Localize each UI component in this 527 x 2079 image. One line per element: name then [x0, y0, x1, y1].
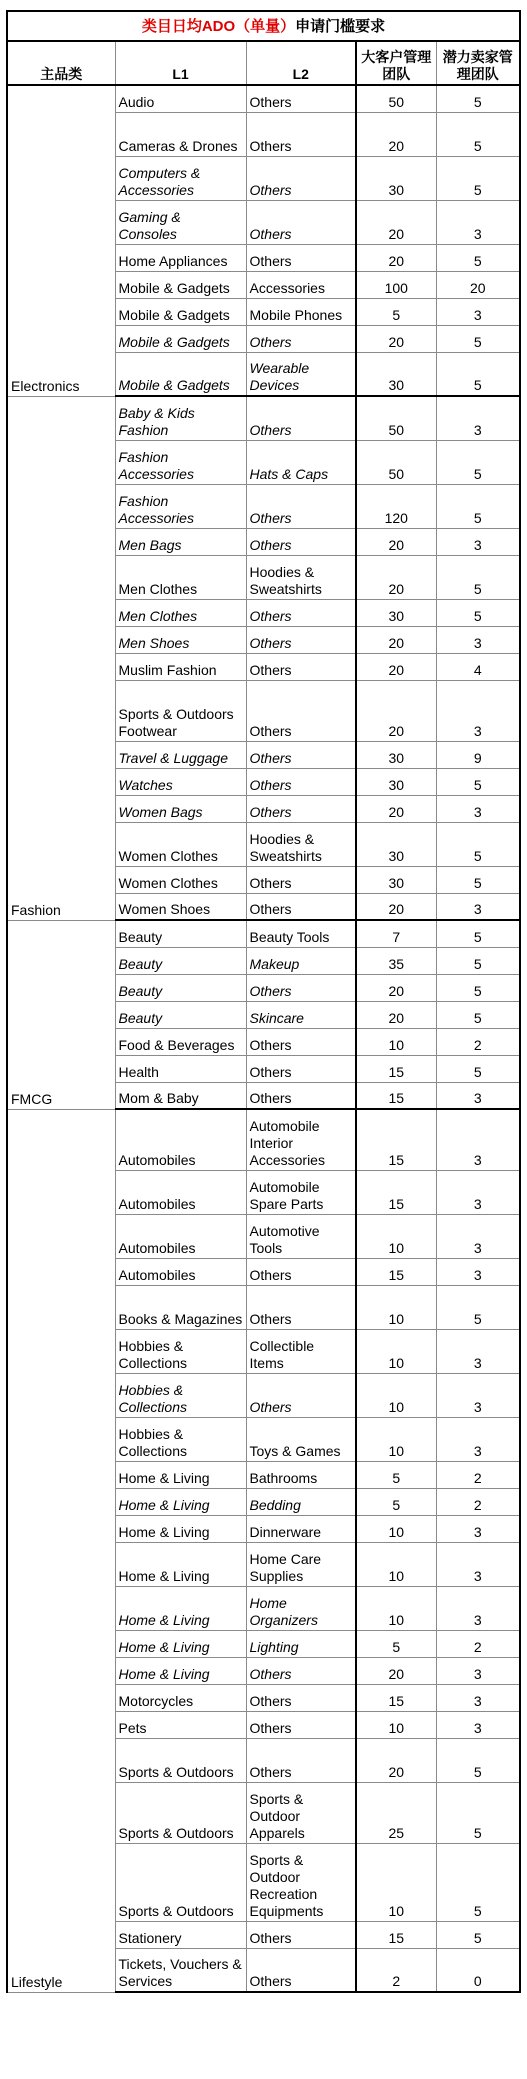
potential-value-cell: 3 [436, 1417, 520, 1461]
l2-cell: Others [246, 396, 356, 440]
kam-value-cell: 15 [356, 1170, 436, 1214]
kam-value-cell: 10 [356, 1028, 436, 1055]
kam-value-cell: 10 [356, 1373, 436, 1417]
l1-cell: Beauty [115, 947, 246, 974]
potential-value-cell: 5 [436, 352, 520, 396]
l2-cell: Beauty Tools [246, 920, 356, 947]
l2-cell: Others [246, 156, 356, 200]
table-title [7, 11, 520, 41]
l1-cell: Home & Living [115, 1488, 246, 1515]
potential-value-cell: 5 [436, 1738, 520, 1782]
kam-value-cell: 30 [356, 768, 436, 795]
kam-value-cell: 25 [356, 1782, 436, 1843]
kam-value-cell: 30 [356, 866, 436, 893]
kam-value-cell: 5 [356, 298, 436, 325]
l2-cell: Others [246, 893, 356, 920]
l1-cell: Men Clothes [115, 555, 246, 599]
potential-value-cell: 5 [436, 244, 520, 271]
l2-cell: Others [246, 1684, 356, 1711]
potential-value-cell: 3 [436, 1373, 520, 1417]
l2-cell: Others [246, 599, 356, 626]
l2-cell: Home Care Supplies [246, 1542, 356, 1586]
l1-cell: Food & Beverages [115, 1028, 246, 1055]
l2-cell: Others [246, 974, 356, 1001]
l2-cell: Hoodies & Sweatshirts [246, 822, 356, 866]
l2-cell: Others [246, 1258, 356, 1285]
l2-cell: Others [246, 112, 356, 156]
l2-cell: Collectible Items [246, 1329, 356, 1373]
l2-cell: Others [246, 528, 356, 555]
l2-cell: Others [246, 680, 356, 741]
l2-cell: Others [246, 1373, 356, 1417]
potential-value-cell: 3 [436, 680, 520, 741]
l1-cell: Tickets, Vouchers & Services [115, 1948, 246, 1992]
l1-cell: Audio [115, 85, 246, 112]
potential-value-cell: 3 [436, 1657, 520, 1684]
l1-cell: Home & Living [115, 1657, 246, 1684]
kam-value-cell: 10 [356, 1417, 436, 1461]
kam-value-cell: 15 [356, 1258, 436, 1285]
l2-cell: Lighting [246, 1630, 356, 1657]
potential-value-cell: 3 [436, 1109, 520, 1170]
kam-value-cell: 20 [356, 680, 436, 741]
l1-cell: Home & Living [115, 1461, 246, 1488]
l2-cell: Others [246, 1657, 356, 1684]
l1-cell: Beauty [115, 974, 246, 1001]
potential-value-cell: 5 [436, 866, 520, 893]
potential-value-cell: 3 [436, 1170, 520, 1214]
l1-cell: Sports & Outdoors [115, 1738, 246, 1782]
l1-cell: Automobiles [115, 1258, 246, 1285]
potential-value-cell: 5 [436, 325, 520, 352]
l2-cell: Others [246, 1285, 356, 1329]
l1-cell: Fashion Accessories [115, 440, 246, 484]
l1-cell: Home Appliances [115, 244, 246, 271]
l1-cell: Cameras & Drones [115, 112, 246, 156]
l2-cell: Hats & Caps [246, 440, 356, 484]
l1-cell: Women Clothes [115, 822, 246, 866]
potential-value-cell: 5 [436, 1001, 520, 1028]
ado-requirements-table [6, 10, 521, 1993]
main-category-cell: Fashion [7, 396, 115, 920]
kam-value-cell: 35 [356, 947, 436, 974]
kam-value-cell: 10 [356, 1542, 436, 1586]
kam-value-cell: 120 [356, 484, 436, 528]
l2-cell: Others [246, 1028, 356, 1055]
l2-cell: Others [246, 1711, 356, 1738]
kam-value-cell: 15 [356, 1082, 436, 1109]
kam-value-cell: 15 [356, 1684, 436, 1711]
l1-cell: Sports & Outdoors [115, 1782, 246, 1843]
potential-value-cell: 3 [436, 1258, 520, 1285]
l2-cell: Others [246, 741, 356, 768]
l1-cell: Fashion Accessories [115, 484, 246, 528]
l2-cell: Bathrooms [246, 1461, 356, 1488]
kam-value-cell: 50 [356, 440, 436, 484]
potential-value-cell: 3 [436, 795, 520, 822]
l2-cell: Others [246, 1948, 356, 1992]
potential-value-cell: 0 [436, 1948, 520, 1992]
potential-value-cell: 9 [436, 741, 520, 768]
header-kam-team: 大客户管理团队 [356, 41, 436, 85]
table-body [7, 85, 520, 1992]
potential-value-cell: 5 [436, 440, 520, 484]
l1-cell: Stationery [115, 1921, 246, 1948]
kam-value-cell: 30 [356, 156, 436, 200]
potential-value-cell: 5 [436, 1055, 520, 1082]
l1-cell: Men Clothes [115, 599, 246, 626]
kam-value-cell: 20 [356, 974, 436, 1001]
l1-cell: Mobile & Gadgets [115, 325, 246, 352]
l1-cell: Computers & Accessories [115, 156, 246, 200]
l1-cell: Sports & Outdoors [115, 1843, 246, 1921]
potential-value-cell: 2 [436, 1488, 520, 1515]
potential-value-cell: 5 [436, 156, 520, 200]
table-row [7, 85, 520, 112]
l1-cell: Hobbies & Collections [115, 1329, 246, 1373]
l2-cell: Automobile Interior Accessories [246, 1109, 356, 1170]
l1-cell: Beauty [115, 920, 246, 947]
l1-cell: Health [115, 1055, 246, 1082]
potential-value-cell: 3 [436, 1542, 520, 1586]
kam-value-cell: 10 [356, 1586, 436, 1630]
l2-cell: Others [246, 795, 356, 822]
kam-value-cell: 30 [356, 352, 436, 396]
l1-cell: Mobile & Gadgets [115, 271, 246, 298]
header-l2: L2 [246, 41, 356, 85]
l2-cell: Sports & Outdoor Recreation Equipments [246, 1843, 356, 1921]
potential-value-cell: 5 [436, 920, 520, 947]
kam-value-cell: 20 [356, 1738, 436, 1782]
l1-cell: Books & Magazines [115, 1285, 246, 1329]
potential-value-cell: 5 [436, 599, 520, 626]
kam-value-cell: 15 [356, 1055, 436, 1082]
kam-value-cell: 5 [356, 1488, 436, 1515]
l2-cell: Others [246, 484, 356, 528]
title-black-part: 申请门槛要求 [295, 17, 386, 35]
kam-value-cell: 5 [356, 1630, 436, 1657]
l2-cell: Others [246, 244, 356, 271]
potential-value-cell: 3 [436, 1214, 520, 1258]
l1-cell: Baby & Kids Fashion [115, 396, 246, 440]
l2-cell: Others [246, 1055, 356, 1082]
potential-value-cell: 5 [436, 1782, 520, 1843]
l1-cell: Pets [115, 1711, 246, 1738]
l2-cell: Automobile Spare Parts [246, 1170, 356, 1214]
potential-value-cell: 5 [436, 947, 520, 974]
kam-value-cell: 30 [356, 822, 436, 866]
l1-cell: Home & Living [115, 1586, 246, 1630]
potential-value-cell: 5 [436, 1921, 520, 1948]
header-potential-team: 潜力卖家管理团队 [436, 41, 520, 85]
potential-value-cell: 3 [436, 1082, 520, 1109]
l1-cell: Women Shoes [115, 893, 246, 920]
potential-value-cell: 5 [436, 974, 520, 1001]
l2-cell: Toys & Games [246, 1417, 356, 1461]
kam-value-cell: 20 [356, 893, 436, 920]
l1-cell: Automobiles [115, 1170, 246, 1214]
l1-cell: Muslim Fashion [115, 653, 246, 680]
l1-cell: Mom & Baby [115, 1082, 246, 1109]
kam-value-cell: 20 [356, 325, 436, 352]
potential-value-cell: 3 [436, 1711, 520, 1738]
l2-cell: Others [246, 653, 356, 680]
l2-cell: Mobile Phones [246, 298, 356, 325]
l2-cell: Others [246, 626, 356, 653]
l1-cell: Travel & Luggage [115, 741, 246, 768]
l1-cell: Men Bags [115, 528, 246, 555]
main-category-cell: Lifestyle [7, 1109, 115, 1992]
l1-cell: Watches [115, 768, 246, 795]
l2-cell: Bedding [246, 1488, 356, 1515]
kam-value-cell: 20 [356, 528, 436, 555]
ado-requirements-sheet [6, 10, 519, 1993]
title-red-part: 类目日均ADO（单量） [141, 17, 296, 35]
potential-value-cell: 5 [436, 1285, 520, 1329]
kam-value-cell: 15 [356, 1109, 436, 1170]
kam-value-cell: 20 [356, 244, 436, 271]
kam-value-cell: 20 [356, 112, 436, 156]
l2-cell: Others [246, 85, 356, 112]
potential-value-cell: 5 [436, 112, 520, 156]
kam-value-cell: 20 [356, 626, 436, 653]
l1-cell: Hobbies & Collections [115, 1417, 246, 1461]
potential-value-cell: 3 [436, 396, 520, 440]
kam-value-cell: 10 [356, 1329, 436, 1373]
l2-cell: Others [246, 1921, 356, 1948]
kam-value-cell: 20 [356, 653, 436, 680]
kam-value-cell: 30 [356, 741, 436, 768]
l2-cell: Accessories [246, 271, 356, 298]
l2-cell: Home Organizers [246, 1586, 356, 1630]
l1-cell: Automobiles [115, 1214, 246, 1258]
kam-value-cell: 50 [356, 396, 436, 440]
l2-cell: Hoodies & Sweatshirts [246, 555, 356, 599]
potential-value-cell: 3 [436, 1329, 520, 1373]
l2-cell: Makeup [246, 947, 356, 974]
l1-cell: Mobile & Gadgets [115, 352, 246, 396]
l2-cell: Automotive Tools [246, 1214, 356, 1258]
potential-value-cell: 20 [436, 271, 520, 298]
kam-value-cell: 5 [356, 1461, 436, 1488]
header-l1: L1 [115, 41, 246, 85]
l1-cell: Gaming & Consoles [115, 200, 246, 244]
l2-cell: Dinnerware [246, 1515, 356, 1542]
header-main-category: 主品类 [7, 41, 115, 85]
l2-cell: Others [246, 1082, 356, 1109]
l2-cell: Sports & Outdoor Apparels [246, 1782, 356, 1843]
potential-value-cell: 5 [436, 768, 520, 795]
l2-cell: Others [246, 768, 356, 795]
potential-value-cell: 2 [436, 1028, 520, 1055]
kam-value-cell: 20 [356, 555, 436, 599]
potential-value-cell: 2 [436, 1630, 520, 1657]
l1-cell: Beauty [115, 1001, 246, 1028]
l1-cell: Women Clothes [115, 866, 246, 893]
kam-value-cell: 20 [356, 200, 436, 244]
l1-cell: Motorcycles [115, 1684, 246, 1711]
table-row [7, 920, 520, 947]
kam-value-cell: 20 [356, 1657, 436, 1684]
kam-value-cell: 10 [356, 1285, 436, 1329]
l1-cell: Hobbies & Collections [115, 1373, 246, 1417]
l2-cell: Others [246, 325, 356, 352]
potential-value-cell: 3 [436, 528, 520, 555]
kam-value-cell: 20 [356, 795, 436, 822]
kam-value-cell: 20 [356, 1001, 436, 1028]
main-category-cell: FMCG [7, 920, 115, 1109]
l1-cell: Automobiles [115, 1109, 246, 1170]
main-category-cell: Electronics [7, 85, 115, 396]
kam-value-cell: 10 [356, 1214, 436, 1258]
potential-value-cell: 5 [436, 1843, 520, 1921]
potential-value-cell: 3 [436, 1586, 520, 1630]
l2-cell: Wearable Devices [246, 352, 356, 396]
potential-value-cell: 5 [436, 555, 520, 599]
potential-value-cell: 3 [436, 298, 520, 325]
potential-value-cell: 3 [436, 626, 520, 653]
kam-value-cell: 15 [356, 1921, 436, 1948]
l1-cell: Men Shoes [115, 626, 246, 653]
l2-cell: Others [246, 200, 356, 244]
l2-cell: Others [246, 866, 356, 893]
kam-value-cell: 2 [356, 1948, 436, 1992]
l1-cell: Mobile & Gadgets [115, 298, 246, 325]
l2-cell: Skincare [246, 1001, 356, 1028]
potential-value-cell: 2 [436, 1461, 520, 1488]
potential-value-cell: 5 [436, 484, 520, 528]
table-row [7, 396, 520, 440]
kam-value-cell: 10 [356, 1711, 436, 1738]
l1-cell: Women Bags [115, 795, 246, 822]
kam-value-cell: 7 [356, 920, 436, 947]
potential-value-cell: 3 [436, 200, 520, 244]
l1-cell: Sports & Outdoors Footwear [115, 680, 246, 741]
table-row [7, 1109, 520, 1170]
potential-value-cell: 3 [436, 1515, 520, 1542]
potential-value-cell: 4 [436, 653, 520, 680]
kam-value-cell: 30 [356, 599, 436, 626]
potential-value-cell: 5 [436, 85, 520, 112]
l1-cell: Home & Living [115, 1542, 246, 1586]
kam-value-cell: 100 [356, 271, 436, 298]
kam-value-cell: 50 [356, 85, 436, 112]
potential-value-cell: 5 [436, 822, 520, 866]
potential-value-cell: 3 [436, 893, 520, 920]
l1-cell: Home & Living [115, 1630, 246, 1657]
potential-value-cell: 3 [436, 1684, 520, 1711]
kam-value-cell: 10 [356, 1515, 436, 1542]
l2-cell: Others [246, 1738, 356, 1782]
kam-value-cell: 10 [356, 1843, 436, 1921]
l1-cell: Home & Living [115, 1515, 246, 1542]
